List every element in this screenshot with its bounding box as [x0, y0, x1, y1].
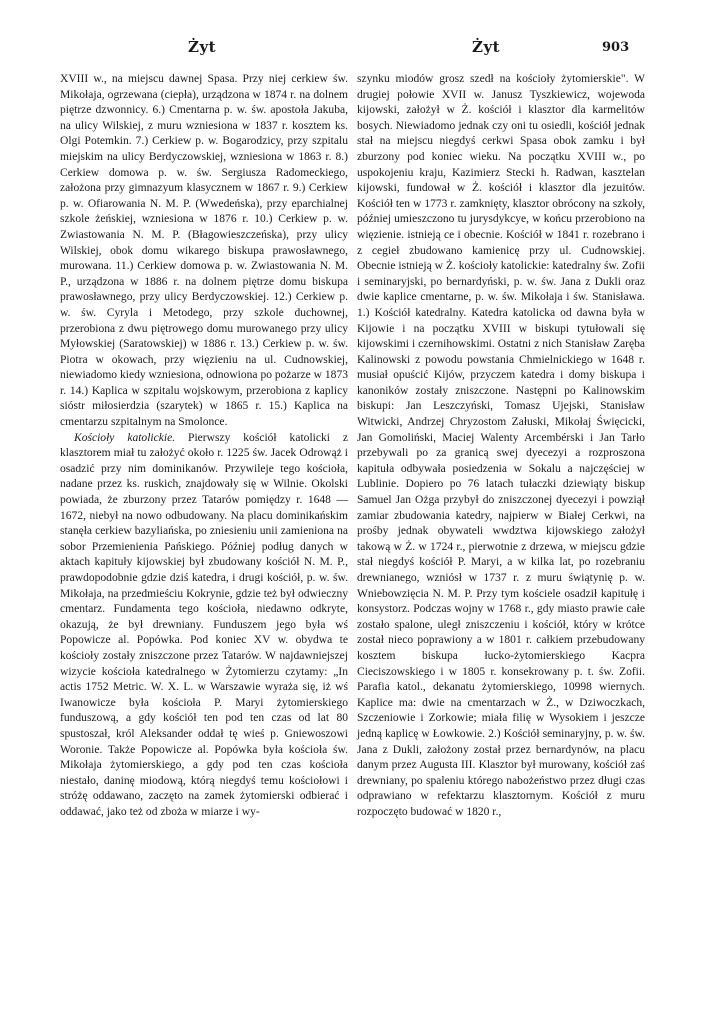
left-column: [60, 72, 348, 821]
left-paragraph-1: XVIII w., na miejscu dawnej Spasa. Przy niej cerkiew św. Mikołaja, ogrzewana (ciepła), urządzona w 1874 r. na dolnem piętrze dzwonnicy. 6.) Cmentarna p. w. św. apostoła Jakuba, na ulicy Wilskiej, z muru wzniesiona w 1837 r. kosztem ks. Olgi Potemkin. 7.) Cerkiew p. w. Bogarodzicy, przy szpitalu miejskim na ulicy Berdyczowskiej, wzniesiona w 1863 r. 8.) Cerkiew domowa p. w. św. Sergiusza Radomeckiego, założona przy gimnazyum klasycznem w 1867 r. 9.) Cerkiew p. w. Ofiarowania N. M. P. (Wwedeńska), przy eparchialnej szkole żeńskiej, wzniesiona w 1876 r. 10.) Cerkiew p. w. Zwiastowania N. M. P. (Błagowieszczeńska), przy ulicy Wilskiej, obok domu wikarego biskupa prawosławnego, murowana. 11.) Cerkiew domowa p. w. Zwiastowania N. M. P., urządzona w 1886 r. na dolnem piętrze domu biskupa prawosławnego, przy ulicy Berdyczowskiej. 12.) Cerkiew p. w. św. Cyryla i Metodego, przy szkole duchownej, przerobiona z dwu piętrowego domu murowanego przy ulicy Myłowskiej (Saratowskiej) w 1886 r. 13.) Cerkiew p. w. św. Piotra w okowach, przy więzieniu na ul. Cudnowskiej, niewiadomo kiedy wzniesiona, odnowiona po pożarze w 1873 r. 14.) Kaplica w szpitalu wojskowym, przerobiona z kaplicy sióstr miłosierdzia (szarytek) w 1865 r. 15.) Kaplica na cmentarzu szpitalnym na Smolonce.: [60, 73, 348, 429]
running-header-right: Żyt: [472, 38, 501, 56]
left-paragraph-2-text: Pierwszy kościół katolicki z klasztorem miał tu założyć około r. 1225 św. Jacek Odrowąż i osadzić przy nim dominikanów. Przywileje tego kościoła, nadane przez ks. ruskich, znajdowały się w Wilnie. Okolski powiada, że zburzony przez Tatarów pomiędzy r. 1648 — 1672, niebył na nowo odbudowany. Na placu dominikańskim stanęła cerkiew bazyliańska, po zniesieniu unii zamieniona na sobor Przemienienia Pańskiego. Później podług danych w aktach kapituły kijowskiej był zbudowany kościół N. M. P., prawdopodobnie gdzie dziś katedra, i drugi kościół, p. w. św. Mikołaja, na przedmieściu Kokrynie, gdzie też był odwieczny cmentarz. Fundamenta tego kościoła, niedawno odkryte, okazują, że był drewniany. Funduszem jego była wś Popowicze al. Popówka. Pod koniec XV w. obydwa te kościoły zostały zniszczone przez Tatarów. W najdawniejszej wizycie kościoła katedralnego w Żytomierzu czytamy: „In actis 1752 Metric. W. X. L. w Warszawie wyraża się, iż wś Iwanowicze była kościoła P. Maryi żytomierskiego funduszową, a gdy kościół ten pod ten czas od lat 80 spustoszał, król Aleksander oddał tę wieś p. Gniewoszowi Woronie. Także Popowicze al. Popówka była kościoła św. Mikołaja żytomierskiego, a gdy pod ten czas kościoła niestało, daninę miodową, którą niegdyś temu kościołowi i stróżę oddawano, zaczęto na zamek żytomierski odbierać i oddawać, jako też od zboża w miarze i wy-: [60, 431, 349, 818]
page-number: 903: [602, 40, 630, 55]
running-header-left: Żyt: [188, 38, 217, 56]
section-heading-churches: Kościoły katolickie.: [74, 431, 176, 444]
left-paragraph-2: [60, 431, 348, 821]
right-paragraph-1: szynku miodów grosz szedł na kościoły żytomierskie". W drugiej połowie XVII w. Janusz Tyszkiewicz, wojewoda kijowski, założył w Ż. kościół i klasztor dla karmelitów bosych. Niewiadomo jednak czy oni tu osiedli, kościół jednak stał na miejscu niegdyś cerkwi Spasa obok zamku i był zburzony pod koniec wieku. Na początku XVIII w., po uspokojeniu kraju, Kazimierz Stecki h. Radwan, kasztelan kijowski, fundował w Ż. kościół i klasztor dla jezuitów. Kościół ten w 1773 r. zamknięty, klasztor obrócony na szkoły, później umieszczono tu jurysdykcye, w końcu przerobiono na więzienie. istnieją ce i obecnie. Kościół w 1841 r. rozebrano i z cegieł zbudowano kamienicę przy ul. Cudnowskiej. Obecnie istnieją w Ż. kościoły katolickie: katedralny św. Zofii i seminaryjski, po bernardyński, p. w. św. Jana z Dukli oraz dwie kaplice cmentarne, p. w. św. Mikołaja i św. Stanisława. 1.) Kościół katedralny. Katedra katolicka od dawna była w Kijowie i na początku XVIII w biskupi tytułowali się kijowskimi i czernihowskimi. Ostatni z nich Stanisław Zaręba Kalinowski z powodu powstania Chmielnickiego w 1648 r. musiał opuścić Kijów, przyczem katedra i domy biskupa i kanoników zostały zniszczone. Następni po Kalinowskim biskupi: Jan Leszczyński, Tomasz Ujejski, Stanisław Witwicki, Andrzej Chryzostom Załuski, Mikołaj Święcicki, Jan Gomoliński, Maciej Walenty Arcembérski i Jan Tarło przebywali po za granicą swej dyecezyi a rozproszona kapituła odbywała posiedzenia w Sokalu a najczęściej w Lublinie. Dopiero po 76 latach tułaczki dziewiąty biskup Samuel Jan Ożga przybył do zniszczonej dyecezyi i powziął zamiar zbudowania katedry, najpierw w Białej Cerkwi, na prośby jednak obywateli wwdztwa kijowskiego założył takową w Ż. w 1724 r., pierwotnie z drzewa, w miejscu gdzie stał niegdyś kościół P. Maryi, a w kilka lat, po rozebraniu drewnianego, wzniósł w 1737 r. z muru świątynię p. w. Wniebowzięcia N. M. P. Przy tym kościele osadził kapitułę i konsystorz. Podczas wojny w 1768 r., gdy miasto prawie całe zostało spalone, uległ zniszczeniu i kościół, który w krótce został nieco poprawiony a w 1801 r. całkiem przebudowany kosztem biskupa łucko-żytomierskiego Kacpra Cieciszowskiego i w 1805 r. konsekrowany p. t. św. Zofii. Parafia katol., dekanatu żytomierskiego, 10998 wiernych. Kaplice ma: dwie na cmentarzach w Ż., w Dziwoczkach, Szczeniowie i Zorkowie; miała filię w Wysokiem i jeszcze jedną kaplicę w Łowkowie. 2.) Kościół seminaryjny, p. w. św. Jana z Dukli, założony został przez bernardynów, na placu danym przez Augusta III. Klasztor był murowany, kościół zaś drewniany, po spaleniu którego nabożeństwo przez długi czas odprawiano w refektarzu klasztornym. Kościół z muru rozpoczęto budować w 1820 r.,: [357, 73, 645, 818]
right-column: [357, 72, 645, 821]
